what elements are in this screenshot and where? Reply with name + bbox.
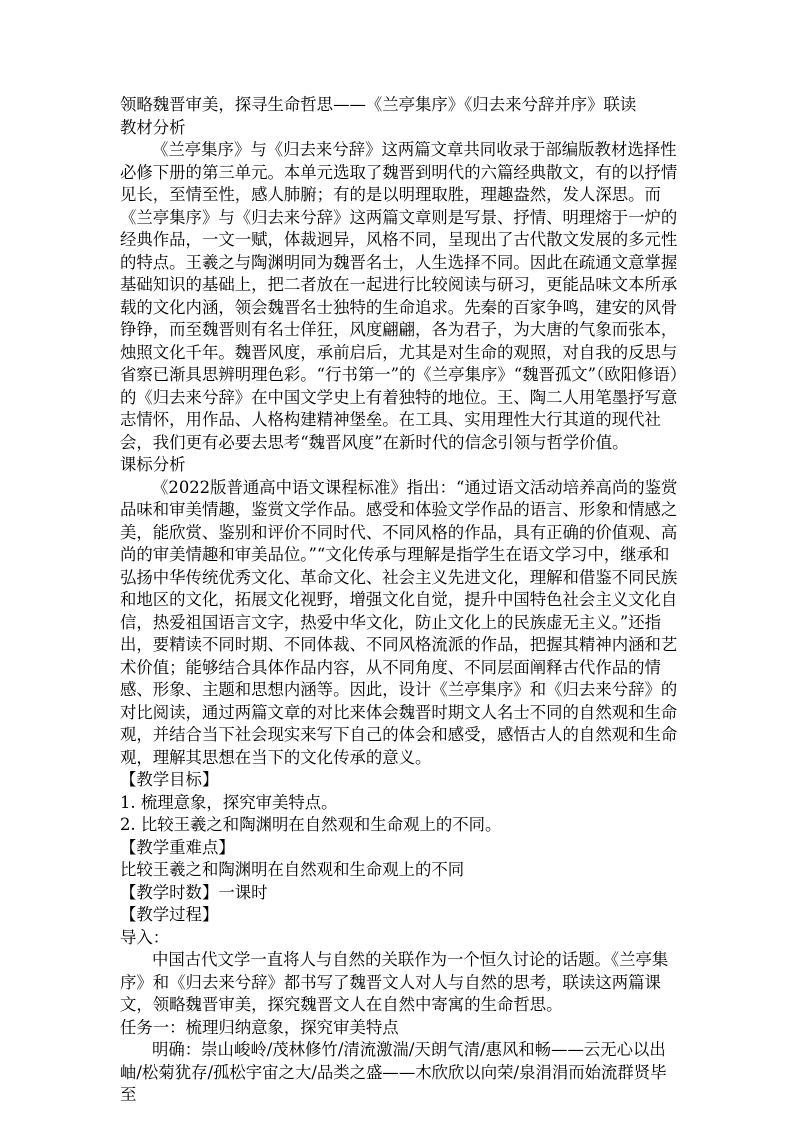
task1-label: 任务一：梳理归纳意象，探究审美特点 bbox=[120, 1017, 399, 1037]
section-heading-process: 【教学过程】 bbox=[120, 905, 219, 924]
intro-label: 导入： bbox=[120, 927, 170, 947]
document-body bbox=[120, 94, 680, 1107]
section-heading-key-points: 【教学重难点】 bbox=[120, 837, 235, 857]
section-heading-material: 教材分析 bbox=[120, 117, 186, 137]
paragraph-task1: 明确：崇山峻岭/茂林修竹/清流激湍/天朗气清/惠风和畅——云无心以出岫/松菊犹存/孤松宇宙之大/品类之盛——木欣欣以向荣/泉涓涓而始流群贤毕至 bbox=[120, 1040, 667, 1104]
paragraph-curriculum: 《2022版普通高中语文课程标准》指出：“通过语文活动培养高尚的鉴赏品味和审美情趣，鉴赏文学作品。感受和体验文学作品的语言、形象和情感之美，能欣赏、鉴别和评价不同时代、不同风格的作品，具有正确的价值观、高尚的审美情趣和审美品位。”“文化传承与理解是指学生在语文学习中，继承和弘扬中华传统优秀文化、革命文化、社会主义先进文化，理解和借鉴不同民族和地区的文化，拓展文化视野，增强文化自觉，提升中国特色社会主义文化自信，热爱祖国语言文字，热爱中华文化，防止文化上的民族虚无主义。”还指出，要精读不同时期、不同体裁、不同风格流派的作品，把握其精神内涵和艺术价值；能够结合具体作品内容，从不同角度、不同层面阐释古代作品的情感、形象、主题和思想内涵等。因此，设计《兰亭集序》和《归去来兮辞》的对比阅读，通过两篇文章的对比来体会魏晋时期文人名士不同的自然观和生命观，并结合当下社会现实来写下自己的体会和感受，感悟古人的自然观和生命观，理解其思想在当下的文化传承的意义。 bbox=[120, 477, 678, 767]
goal-item-2: 2. 比较王羲之和陶渊明在自然观和生命观上的不同。 bbox=[120, 815, 502, 834]
paragraph-intro: 中国古代文学一直将人与自然的关联作为一个恒久讨论的话题。《兰亭集序》和《归去来兮辞》都书写了魏晋文人对人与自然的思考，联读这两篇课文，领略魏晋审美，探究魏晋文人在自然中寄寓的生命哲思。 bbox=[120, 950, 669, 1014]
document-title: 领略魏晋审美，探寻生命哲思——《兰亭集序》《归去来兮辞并序》联读 bbox=[120, 95, 637, 114]
paragraph-material: 《兰亭集序》与《归去来兮辞》这两篇文章共同收录于部编版教材选择性必修下册的第三单元。本单元选取了魏晋到明代的六篇经典散文，有的以抒情见长，至情至性，感人肺腑；有的是以明理取胜，理趣盎然，发人深思。而《兰亭集序》与《归去来兮辞》这两篇文章则是写景、抒情、明理熔于一炉的经典作品，一文一赋，体裁迥异，风格不同，呈现出了古代散文发展的多元性的特点。王羲之与陶渊明同为魏晋名士，人生选择不同。因此在疏通文意掌握基础知识的基础上，把二者放在一起进行比较阅读与研习，更能品味文本所承载的文化内涵，领会魏晋名士独特的生命追求。先秦的百家争鸣，建安的风骨铮铮，而至魏晋则有名士佯狂，风度翩翩，各为君子，为大唐的气象而张本，烛照文化千年。魏晋风度，承前启后，尤其是对生命的观照，对自我的反思与省察已渐具思辨明理色彩。“行书第一”的《兰亭集序》“魏晋孤文”（欧阳修语）的《归去来兮辞》在中国文学史上有着独特的地位。王、陶二人用笔墨抒写意志情怀，用作品、人格构建精神堡垒。在工具、实用理性大行其道的现代社会，我们更有必要去思考“魏晋风度”在新时代的信念引领与哲学价值。 bbox=[120, 140, 679, 452]
section-heading-goals: 【教学目标】 bbox=[120, 770, 219, 789]
section-teaching-hours: 【教学时数】一课时 bbox=[120, 882, 268, 902]
section-heading-curriculum: 课标分析 bbox=[120, 455, 186, 474]
goal-item-1: 1. 梳理意象，探究审美特点。 bbox=[120, 792, 338, 812]
paragraph-key-points: 比较王羲之和陶渊明在自然观和生命观上的不同 bbox=[120, 860, 465, 879]
